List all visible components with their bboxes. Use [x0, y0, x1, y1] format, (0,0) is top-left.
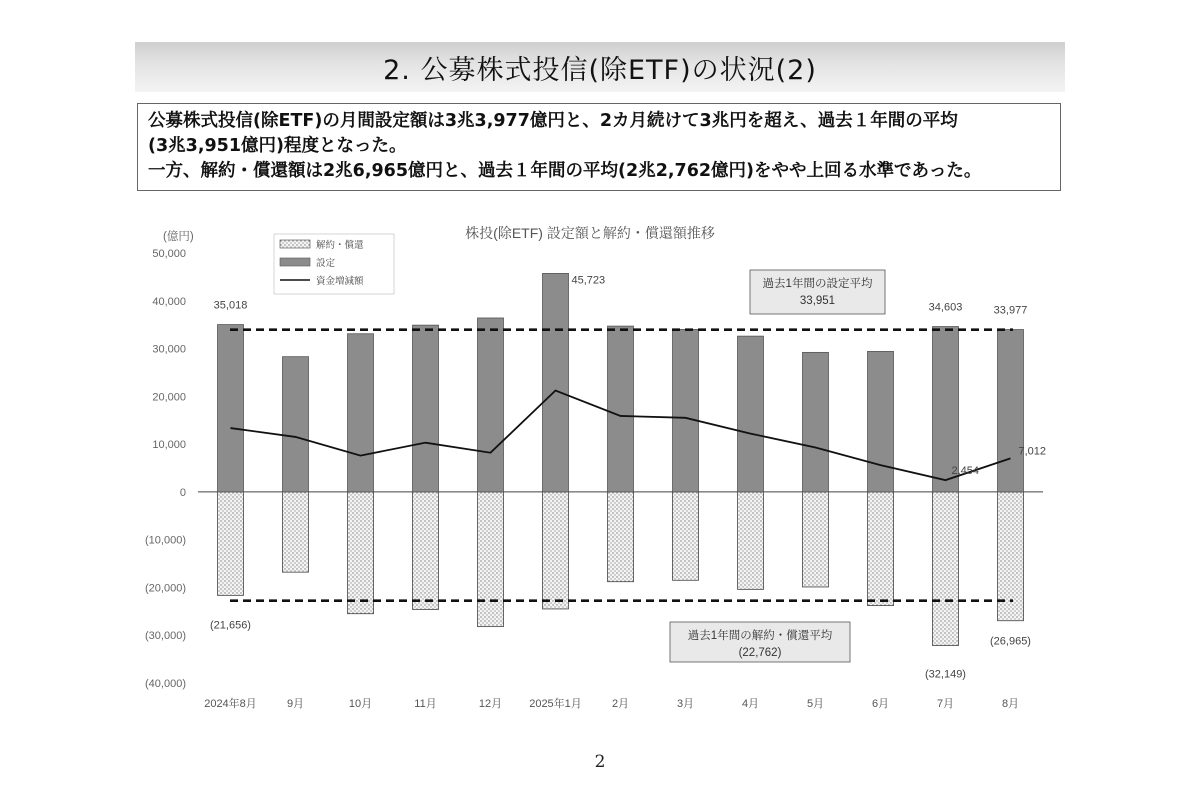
- summary-line-1: 公募株式投信(除ETF)の月間設定額は3兆3,977億円と、2カ月続けて3兆円を超え、過去１年間の平均: [148, 111, 958, 131]
- page-number: 2: [594, 752, 606, 772]
- bar-subscription: [868, 351, 894, 491]
- bar-redemption: [933, 492, 959, 646]
- avg-label-subscription: 過去1年間の設定平均: [762, 278, 873, 290]
- data-label-redemption: (32,149): [925, 668, 966, 681]
- chart-title: 株投(除ETF) 設定額と解約・償還額推移: [465, 225, 715, 241]
- x-tick-label: 2025年1月: [529, 698, 582, 710]
- avg-label-redemption: 過去1年間の解約・償還平均: [687, 630, 833, 642]
- bar-subscription: [673, 329, 699, 491]
- x-tick-label: 10月: [348, 698, 373, 710]
- y-tick-label: (30,000): [145, 630, 186, 643]
- x-tick-label: 11月: [414, 698, 437, 710]
- data-label-redemption: (21,656): [210, 619, 251, 632]
- bar-redemption: [543, 492, 569, 609]
- bar-redemption: [868, 492, 894, 606]
- x-tick-label: 8月: [1001, 698, 1020, 710]
- x-tick-label: 6月: [871, 698, 890, 710]
- x-tick-label: 12月: [478, 698, 503, 710]
- page-title: 2. 公募株式投信(除ETF)の状況(2): [383, 54, 817, 86]
- y-tick-label: 30,000: [152, 343, 186, 356]
- bar-subscription: [348, 334, 374, 492]
- legend-swatch-redemption: [280, 240, 310, 248]
- x-tick-label: 7月: [936, 698, 955, 710]
- data-label-subscription: 33,977: [993, 304, 1028, 317]
- bar-redemption: [673, 492, 699, 580]
- y-tick-label: 0: [179, 486, 186, 499]
- bar-redemption: [413, 492, 439, 610]
- x-tick-label: 9月: [286, 698, 305, 710]
- x-tick-label: 2024年8月: [204, 698, 257, 710]
- y-tick-label: (40,000): [145, 678, 186, 690]
- data-label-net: 7,012: [1018, 445, 1047, 458]
- bar-redemption: [608, 492, 634, 582]
- avg-label-box-subscription: [750, 270, 885, 314]
- legend-swatch-subscription: [280, 258, 310, 266]
- y-tick-label: 50,000: [152, 248, 186, 260]
- unit-label: (億円): [163, 231, 194, 243]
- bar-subscription: [218, 325, 244, 492]
- bar-subscription: [738, 336, 764, 492]
- y-tick-label: 20,000: [152, 391, 186, 404]
- x-tick-label: 2月: [611, 698, 630, 710]
- summary-line-2: (3兆3,951億円)程度となった。: [148, 136, 407, 156]
- data-label-subscription: 34,603: [928, 301, 963, 314]
- bar-subscription: [803, 352, 829, 492]
- data-label-net: 2,454: [951, 465, 980, 478]
- avg-value-subscription: 33,951: [799, 295, 836, 307]
- legend-label: 設定: [316, 258, 336, 269]
- data-label-redemption: (26,965): [990, 635, 1031, 648]
- bar-redemption: [803, 492, 829, 587]
- bar-subscription: [543, 273, 569, 491]
- bar-subscription: [608, 326, 634, 492]
- bar-redemption: [283, 492, 309, 572]
- bar-redemption: [738, 492, 764, 589]
- x-tick-label: 4月: [741, 698, 760, 710]
- y-tick-label: 40,000: [152, 295, 186, 308]
- x-tick-label: 5月: [806, 698, 825, 710]
- summary-line-3: 一方、解約・償還額は2兆6,965億円と、過去１年間の平均(2兆2,762億円)をやや上回る水準であった。: [148, 161, 982, 181]
- y-tick-label: (20,000): [145, 582, 186, 595]
- bar-subscription: [998, 330, 1024, 492]
- bar-redemption: [348, 492, 374, 614]
- bar-redemption: [218, 492, 244, 595]
- avg-value-redemption: (22,762): [738, 647, 782, 659]
- x-tick-label: 3月: [676, 698, 695, 710]
- legend-label: 資金増減額: [316, 276, 364, 287]
- bar-subscription: [478, 318, 504, 492]
- legend-label: 解約・償還: [316, 240, 364, 251]
- bar-subscription: [283, 357, 309, 492]
- data-label-subscription: 45,723: [571, 274, 606, 287]
- y-tick-label: 10,000: [152, 439, 186, 452]
- data-label-subscription: 35,018: [213, 299, 248, 312]
- bar-redemption: [478, 492, 504, 627]
- bar-subscription: [413, 325, 439, 492]
- y-tick-label: (10,000): [145, 534, 186, 547]
